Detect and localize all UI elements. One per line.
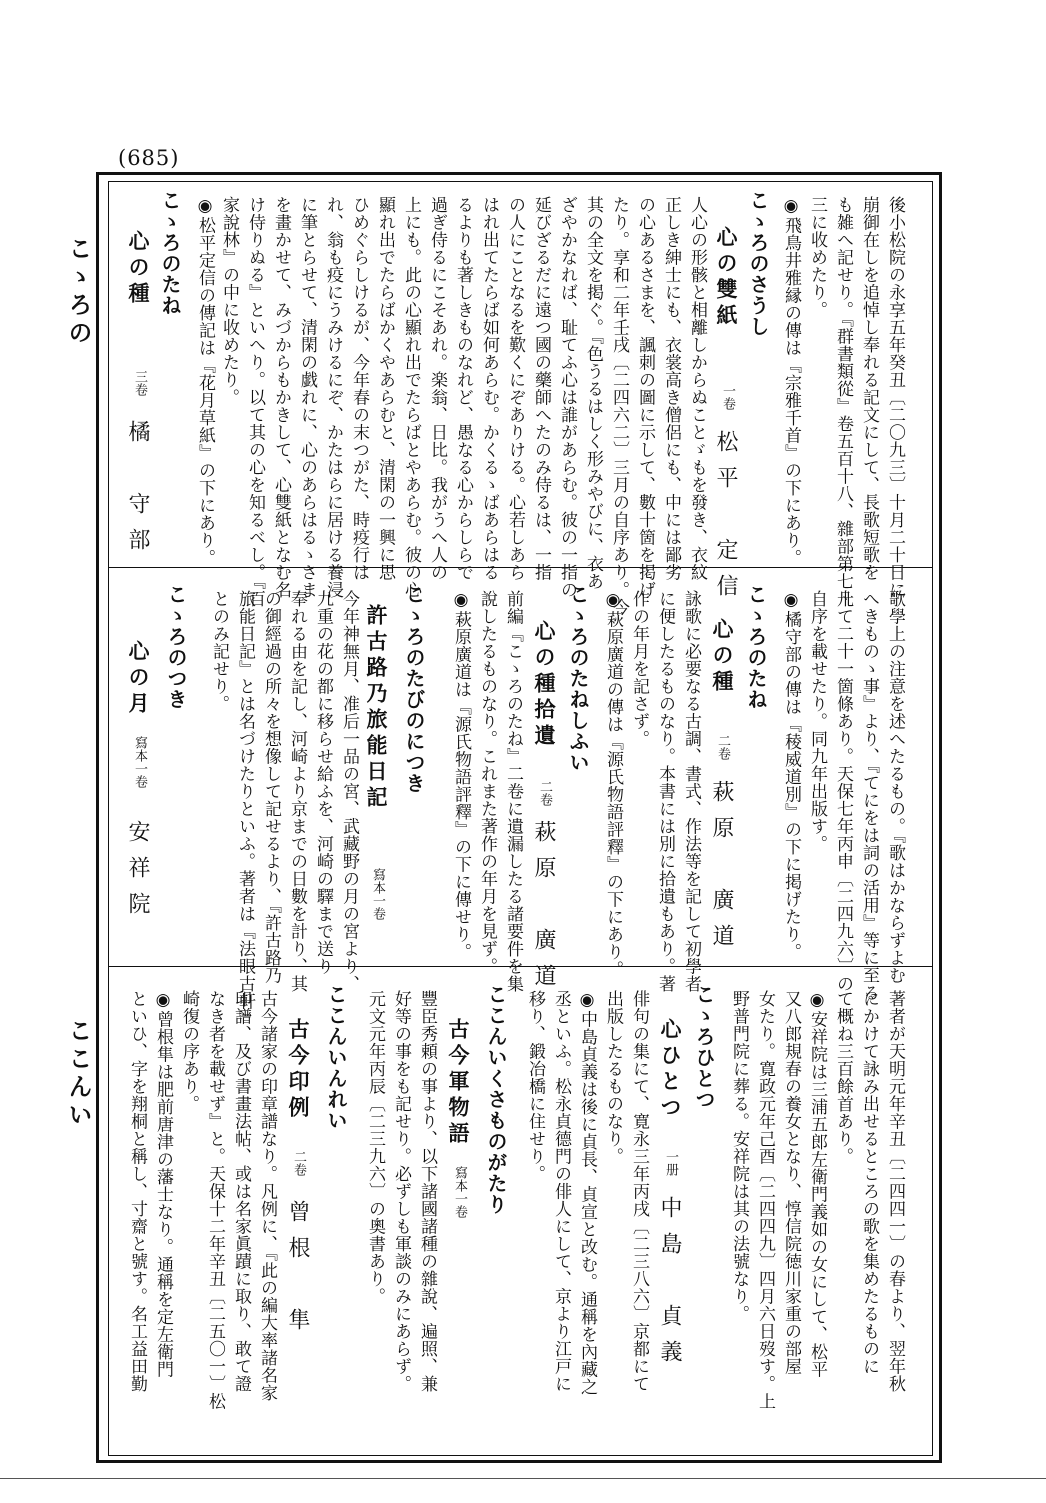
text-line: 說したるものなり。これまた著作の年月を見ず。 [477,590,497,975]
text-line: 崩御在しを追悼し奉れる記文にして、長歌短歌を [859,196,879,581]
entry-heading: こゝろのたね [744,584,768,710]
text-line: ◉松平定信の傳記は『花月草紙』の下にあり。 [195,196,215,567]
text-line: といひ、字を翔桐と稱し、寸齋と號す。名工益田勤 [127,990,147,1393]
text-line: 三に收めたり。 [807,196,827,319]
side-label-kokorono: こゝろの [64,236,93,348]
text-line: 今年神無月、准后一品の宮、武藏野の月の宮より、 [339,590,359,993]
text-line: 印譜、及び書畫法帖、或は名家眞蹟に取り、敢て證 [231,990,251,1393]
text-line: 野普門院に葬る。安祥院は其の法號なり。 [729,990,749,1323]
entry-title: 古今軍物語 [446,1018,471,1148]
entry-heading: ここんいんれい [324,984,348,1131]
entry-title: 心の雙紙 [714,226,739,330]
text-line: 過ぎ侍るにこそあれ。楽翁、日比。我がうへ人の [427,196,447,581]
text-line: にかけて詠み出せるところの歌を集めたるものに [859,990,879,1375]
text-line: 詠歌に必要なる古調、書式、作法等を記して初學者 [681,590,701,993]
side-label-kokonin: ここんい [64,1018,93,1130]
entry-title: 心ひとつ [658,1018,683,1122]
entry-author: 橘 守部 [125,420,150,564]
text-line: たり。享和二年壬戌〔二四六二〕三月の自序あり。今 [609,196,629,616]
entry-title: 心の種 [126,230,151,308]
text-line: 其の全文を掲ぐ。『色うるはしく形みやびに、衣あ [583,196,603,590]
entry-title: 心の種 [710,618,735,696]
entry-author: 萩原 廣道 [709,780,734,960]
text-line: 旅能日記』とは名づけたりといふ。著者は『法眼古軒』 [235,590,255,1028]
text-line: 正しき紳士にも、衣裳高き僧侶にも、中には鄙劣 [661,196,681,581]
entry-author: 中島 貞義 [657,1196,682,1376]
text-line: ◉中島貞義は後に貞長、貞宣と改む。通稱を內藏之 [577,990,597,1396]
text-line: ◉萩原廣道の傳は『源氏物語評釋』の下にあり。 [603,590,623,978]
text-line: に便したるものなり。本書には別に拾遺もあり。著 [655,590,675,993]
entry-volume: 二卷 [291,1150,306,1176]
text-line: なき者を載せず』と。天保十二年辛丑〔二五〇一〕松 [205,990,225,1410]
text-line: とのみ記せり。 [209,590,229,713]
entry-title: 許古路乃旅能日記 [364,604,389,812]
text-line: 出版したるものなり。 [603,990,623,1165]
text-line: に筆とらせて、清閑の戯れに、心のあらはるゝさま [297,196,317,599]
entry-volume: 一册 [663,1150,678,1176]
text-line: ◉橘守部の傳は『稜威道別』の下に掲げたり。 [781,590,801,961]
text-line: 九重の花の都に移らせ給ふを、河崎の驛まで送り [313,590,333,975]
text-line: 作の年月を記さず。 [629,590,649,748]
text-line: 俳句の集にて、寛永三年丙戌〔二三八六〕京都にて [629,990,649,1393]
entry-volume: 二卷 [537,780,552,806]
text-line: ◉安祥院は三浦五郎左衛門義如の女にして、松平 [807,990,827,1378]
text-line: 女たり。寛政元年己酉〔二四四九〕四月六日歿す。上 [755,990,775,1410]
text-line: ◉曾根隼は肥前唐津の藩士なり。通稱を定左衛門 [153,990,173,1378]
text-line: れ、翁も疫にうみけるにぞ、かたはらに居ける養浸 [323,196,343,599]
text-line: 歌學上の注意を述へたるもの。『歌はかならずよむ [885,590,905,984]
text-line: ◉飛鳥井雅縁の傳は『宗雅千首』の下にあり。 [781,196,801,567]
text-line: るよりも著しきものなれど、愚なる心からしらで [453,196,473,581]
entry-volume: 寫本一卷 [452,1166,467,1218]
text-line: も雑へ記せり。『群書類從』卷五百十八、雜部第七十 [833,196,853,608]
text-line: け侍りぬる』といへり。以て其の心を知るべし。『百 [245,196,265,608]
text-line: 丞といふ。松永貞德門の俳人にして、京より江戸に [551,990,571,1393]
entry-title: 古今印例 [286,1018,311,1122]
scan-bottom-rule [0,1478,1046,1479]
entry-heading: こゝろのたびのにつき [402,584,426,794]
text-line: 前編『こゝろのたね』二卷に遺漏したる諸要件を集 [503,590,523,993]
text-line: て概ね三百餘首あり。 [833,990,853,1165]
text-line: の人にことなるを歎くにぞありける。心若しあら [505,196,525,581]
entry-heading: こゝろのつき [164,584,188,710]
text-line: 好等の事をも記せり。必ずしも軍談のみにあらず。 [391,990,411,1393]
text-line: の心あるさまを、諷刺の圖に示して、數十箇を掲げ [635,196,655,599]
text-line: 著者が天明元年辛丑〔二四四一〕の春より、翌年秋 [885,990,905,1393]
entry-heading: こゝろのたねしふい [566,584,590,773]
text-line: 自序を載せたり。同九年出版す。 [807,590,827,853]
text-line: 上にも。此の心顯れ出でたらばとやあらむ。彼の心 [401,196,421,599]
text-line: の御經過の所々を想像して記せるより、『許古路乃 [261,590,281,984]
text-line: 後小松院の永享五年癸丑〔二〇九三〕十月二十日に [885,196,905,599]
entry-volume: 寫本一卷 [370,868,385,920]
text-line: 豐臣秀頼の事より、以下諸國諸種の雜說、遍照、兼 [417,990,437,1393]
text-line: 人心の形骸と相離しからぬことゞもを發き、衣紋 [687,196,707,581]
text-line: 元文元年丙辰〔二三九六〕の奧書あり。 [365,990,385,1305]
text-line: 家說林』の中に收めたり。 [219,196,239,406]
entry-heading: こゝろひとつ [692,984,716,1110]
entry-title: 心の月 [126,640,151,718]
entry-author: 安祥院 [125,820,150,928]
entry-heading: ここんいくさものがたり [484,984,508,1215]
text-line: 奉れる由を記し、河崎より京までの日數を計り、其 [287,590,307,993]
text-line: 又八郎規春の養女となり、惇信院徳川家重の部屋 [781,990,801,1375]
text-line: ざやかなれば、耻てふ心は誰があらむ。彼の一指の [557,196,577,599]
entry-volume: 寫本一卷 [132,736,147,788]
text-line: 崎復の序あり。 [179,990,199,1113]
text-line: 移り、鍛冶橋に住せり。 [525,990,545,1183]
entry-title: 心の種拾遺 [532,620,557,750]
text-line: ひめぐらしけるが、今年春の末つがた、時疫行は [349,196,369,581]
entry-volume: 一卷 [720,384,735,410]
text-line: 凡て二十一箇條あり。天保七年丙申〔二四九六〕の [833,590,853,993]
text-line: ◉萩原廣道は『源氏物語評釋』の下に傳せり。 [451,590,471,961]
entry-volume: 二卷 [715,734,730,760]
page-number: (685) [118,146,180,170]
text-line: 古今諸家の印章譜なり。凡例に、『此の編大率諸名家 [257,990,277,1402]
text-line: 顯れ出でたらばかくやあらむと、清閑の一興に思 [375,196,395,581]
text-line: はれ出てたらば如何あらむ。かくるゝばあらはる [479,196,499,581]
text-line: を畫かせて、みづからもかきして、心雙紙となむ名 [271,196,291,599]
entry-heading: こゝろのさうし [746,190,770,337]
entry-author: 曾根 隼 [285,1200,310,1344]
entry-author: 萩原 廣道 [531,820,556,1000]
entry-author: 松平 定信 [713,430,738,610]
text-line: へきものゝ事』より、『てにをは詞の活用』等に至る [859,590,879,1002]
text-line: 延びざるだに遠つ國の藥師へたのみ侍るは、一指 [531,196,551,581]
entry-heading: こゝろのたね [158,190,182,316]
entry-volume: 三卷 [132,370,147,396]
